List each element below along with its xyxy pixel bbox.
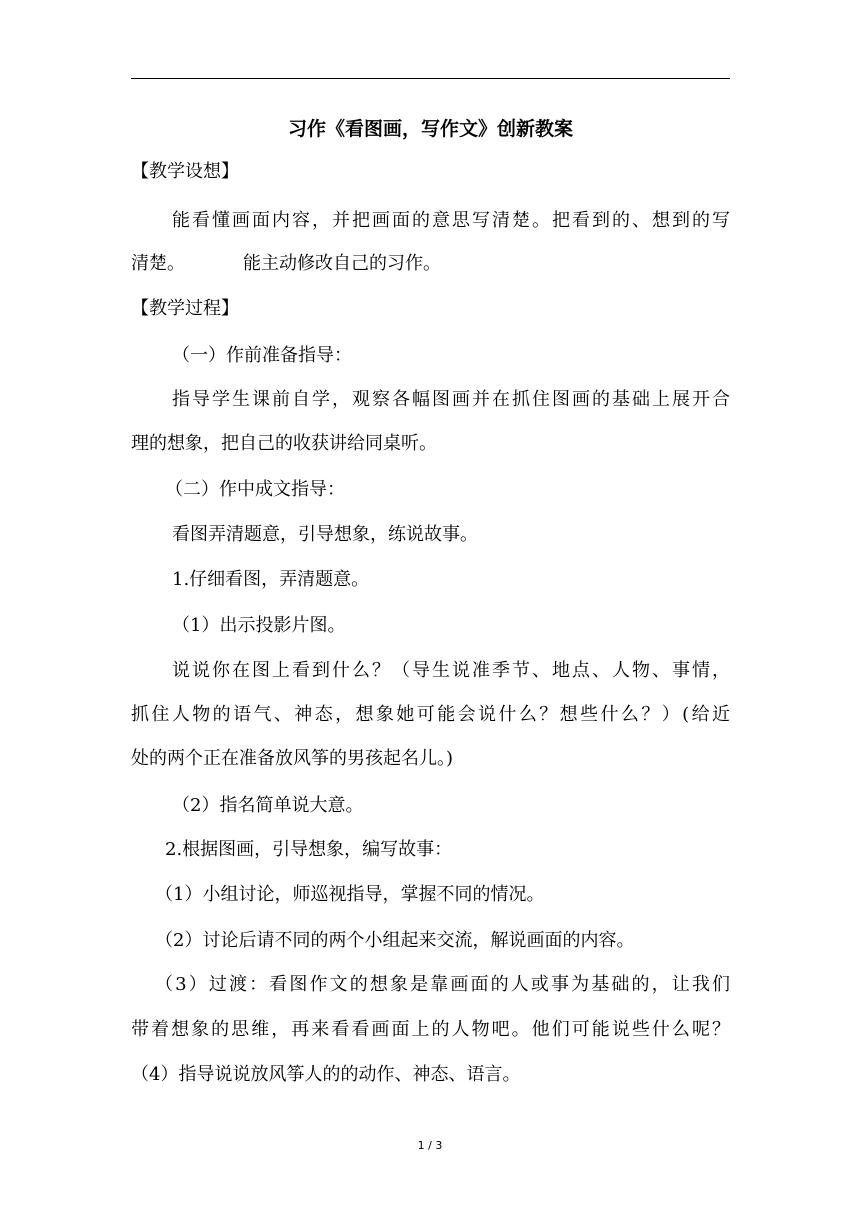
design-line-1: 能看懂画面内容，并把画面的意思写清楚。把看到的、想到的写 <box>172 210 730 231</box>
item-1-title: 1.仔细看图，弄清题意。 <box>172 569 370 590</box>
item-1-question-line-1: 说说你在图上看到什么？（导生说准季节、地点、人物、事情， <box>172 660 730 681</box>
design-line-2a: 清楚。 <box>131 253 185 274</box>
section-2-intro: 看图弄清题意，引导想象，练说故事。 <box>172 524 478 545</box>
document-title: 习作《看图画，写作文》创新教案 <box>287 118 573 140</box>
section-2-title: （二）作中成文指导： <box>165 479 345 500</box>
item-1-sub-2: （2）指名简单说大意。 <box>172 795 364 816</box>
item-2-sub-4: （4）指导说说放风筝人的的动作、神态、语言。 <box>131 1064 521 1085</box>
section-1-title: （一）作前准备指导： <box>172 345 352 366</box>
item-1-question-line-3: 处的两个正在准备放风筝的男孩起名儿。) <box>131 748 454 769</box>
section-1-line-2: 理的想象，把自己的收获讲给同桌听。 <box>131 433 437 454</box>
item-2-sub-3-line-1: （3）过渡：看图作文的想象是靠画面的人或事为基础的，让我们 <box>155 974 730 995</box>
design-line-2 <box>131 251 441 277</box>
item-1-sub-1: （1）出示投影片图。 <box>172 615 346 636</box>
header-rule <box>131 78 730 79</box>
design-line-2b: 能主动修改自己的习作。 <box>243 253 441 274</box>
item-1-question-line-2: 抓住人物的语气、神态，想象她可能会说什么？想些什么？）(给近 <box>131 704 730 725</box>
section-1-line-1: 指导学生课前自学，观察各幅图画并在抓住图画的基础上展开合 <box>172 389 730 410</box>
item-2-sub-2: （2）讨论后请不同的两个小组起来交流，解说画面的内容。 <box>155 930 635 951</box>
item-2-sub-3-line-2: 带着想象的思维，再来看看画面上的人物吧。他们可能说些什么呢？ <box>131 1019 730 1040</box>
heading-teaching-process: 【教学过程】 <box>131 298 239 319</box>
item-2-sub-1: （1）小组讨论，师巡视指导，掌握不同的情况。 <box>155 884 545 905</box>
page-indicator: 1 / 3 <box>417 1139 443 1152</box>
item-2-title: 2.根据图画，引导想象，编写故事： <box>165 839 453 860</box>
heading-teaching-design: 【教学设想】 <box>131 161 239 182</box>
